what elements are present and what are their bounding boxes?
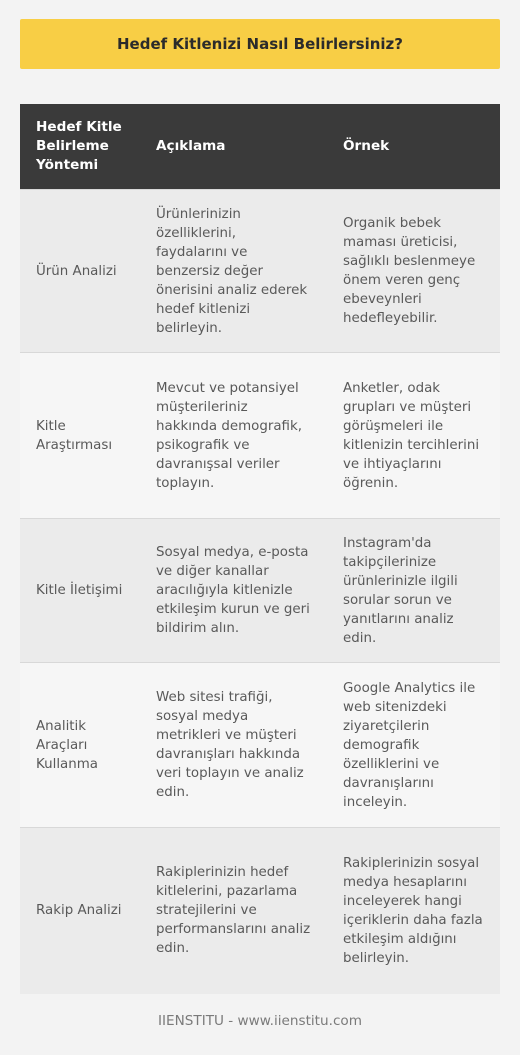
description-cell: Web sitesi trafiği, sosyal medya metrikleri ve müşteri davranışları hakkında veri toplayın ve analiz edin.	[138, 663, 325, 828]
table-header-row	[20, 104, 500, 190]
description-cell: Sosyal medya, e-posta ve diğer kanallar aracılığıyla kitlenizle etkileşim kurun ve geri bildirim alın.	[138, 519, 325, 663]
method-cell: Rakip Analizi	[20, 828, 138, 994]
column-header-description: Açıklama	[138, 104, 325, 190]
example-cell: Anketler, odak grupları ve müşteri görüşmeleri ile kitlenizin tercihlerini ve ihtiyaçlarını öğrenin.	[325, 353, 500, 519]
example-cell: Google Analytics ile web sitenizdeki ziyaretçilerin demografik özelliklerini ve davranışlarını inceleyin.	[325, 663, 500, 828]
table-row	[20, 663, 500, 828]
description-cell: Mevcut ve potansiyel müşterileriniz hakkında demografik, psikografik ve davranışsal veriler toplayın.	[138, 353, 325, 519]
example-cell: Instagram'da takipçilerinize ürünlerinizle ilgili sorular sorun ve yanıtlarını analiz edin.	[325, 519, 500, 663]
column-header-method: Hedef Kitle Belirleme Yöntemi	[20, 104, 138, 190]
page-title: Hedef Kitlenizi Nasıl Belirlersiniz?	[20, 19, 500, 69]
method-cell: Analitik Araçları Kullanma	[20, 663, 138, 828]
method-cell: Ürün Analizi	[20, 190, 138, 353]
table-row	[20, 519, 500, 663]
table-row	[20, 828, 500, 994]
footer-credit: IIENSTITU - www.iienstitu.com	[158, 1013, 362, 1029]
table-row	[20, 190, 500, 353]
table-row	[20, 353, 500, 519]
methods-table	[20, 104, 500, 994]
method-cell: Kitle İletişimi	[20, 519, 138, 663]
description-cell: Rakiplerinizin hedef kitlelerini, pazarlama stratejilerini ve performanslarını analiz edin.	[138, 828, 325, 994]
description-cell: Ürünlerinizin özelliklerini, faydalarını ve benzersiz değer önerisini analiz ederek hedef kitlenizi belirleyin.	[138, 190, 325, 353]
example-cell: Organik bebek maması üreticisi, sağlıklı beslenmeye önem veren genç ebeveynleri hedefleyebilir.	[325, 190, 500, 353]
example-cell: Rakiplerinizin sosyal medya hesaplarını inceleyerek hangi içeriklerin daha fazla etkileşim aldığını belirleyin.	[325, 828, 500, 994]
method-cell: Kitle Araştırması	[20, 353, 138, 519]
column-header-example: Örnek	[325, 104, 500, 190]
